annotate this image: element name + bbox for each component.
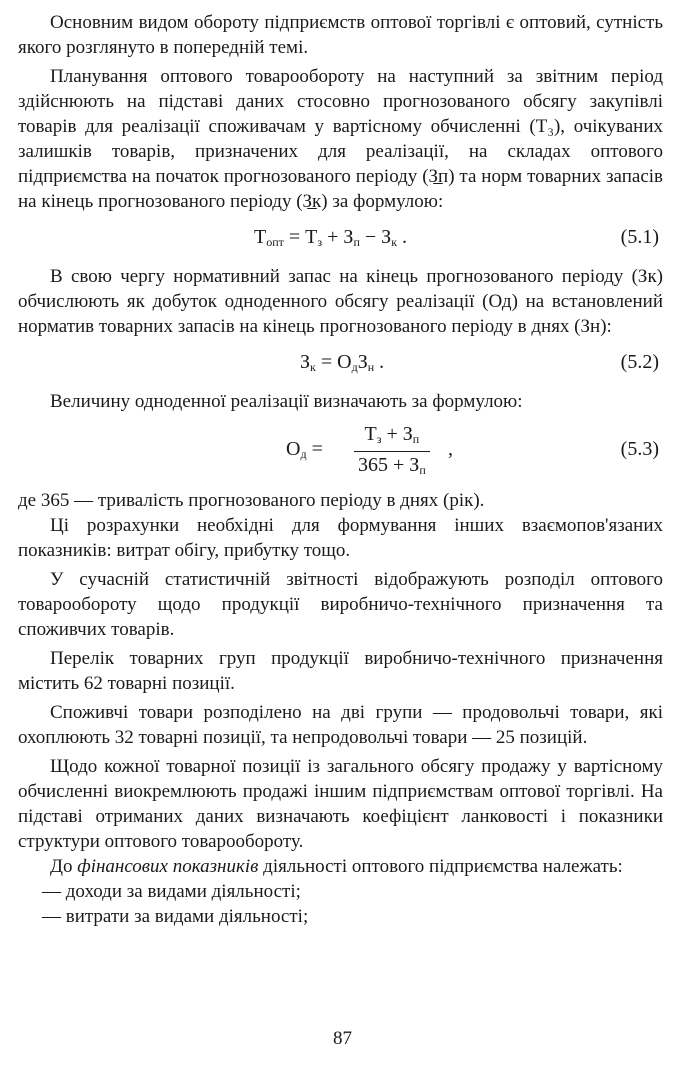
paragraph-2: Планування оптового товарообороту на наступний за звітним період здійснюють на підставі даних стосовно прогнозованого обсягу закупівлі товарів для реалізації споживачам у вартісному обчисленні (Т₃), очікуваних залишків товарів, призначених для реалізації, на складах оптового підприємства на початок прогнозованого періоду (З̲п) та норм товарних запасів на кінець прогнозованого періоду (З̲к) за формулою: [18,66,663,212]
list-item-expenses: — витрати за видами діяльності; [42,906,309,927]
paragraph-6: Ці розрахунки необхідні для формування інших взаємопов'язаних показників: витрат обігу, прибутку тощо. [18,515,663,561]
paragraph-5: де 365 — тривалість прогнозованого періоду в днях (рік). [18,490,485,511]
page-number: 87 [333,1028,352,1049]
emphasis-financial-indicators: фінансових показників [77,856,259,877]
paragraph-4: Величину одноденної реалізації визначають за формулою: [50,391,523,412]
formula-5-3-fraction [354,422,430,483]
paragraph-9: Споживчі товари розподілено на дві групи — продовольчі товари, які охоплюють 32 товарні позиції, та непродовольчі товари — 25 позицій. [18,702,663,748]
formula-5-2 [18,339,663,389]
formula-number-5-2: (5.2) [620,351,659,373]
paragraph-10: Щодо кожної товарної позиції із загального обсягу продажу у вартісному обчисленні виокремлюють продажі іншим підприємствам оптової торгівлі. На підставі отриманих даних визначають коефіцієнт ланковості і показники структури оптового товарообороту. [18,756,663,852]
formula-5-2-expression: $З_к = О_дЗ_н$ . [300,351,385,374]
document-page [18,10,663,929]
formula-5-1 [18,214,663,264]
formula-5-3-end: , [448,438,453,460]
paragraph-7: У сучасній статистичній звітності відображують розподіл оптового товарообороту щодо продукції виробничо-технічного призначення та споживчих товарів. [18,569,663,640]
paragraph-8: Перелік товарних груп продукції виробничо-технічного призначення містить 62 товарні позиції. [18,648,663,694]
paragraph-3: В свою чергу нормативний запас на кінець прогнозованого періоду (Зк) обчислюють як добуток одноденного обсягу реалізації (Од) на встановлений норматив товарних запасів на кінець прогнозованого періоду в днях (Зн): [18,266,663,337]
fraction-denominator: $365 + З_п$ [358,454,426,477]
paragraph-1: Основним видом обороту підприємств оптової торгівлі є оптовий, сутність якого розглянуто в попередній темі. [18,12,663,58]
formula-5-3 [18,414,663,488]
paragraph-11: До фінансових показників діяльності оптового підприємства належать: [50,856,623,877]
formula-number-5-3: (5.3) [620,438,659,460]
fraction-numerator: $Т_з + З_п$ [354,422,430,452]
formula-5-3-lhs: $О_д$ = [286,438,323,461]
formula-number-5-1: (5.1) [620,226,659,248]
list-item-income: — доходи за видами діяльності; [42,881,301,902]
formula-5-1-expression: $Т_{опт} = Т_з + З_п - З_к$ . [254,226,408,249]
